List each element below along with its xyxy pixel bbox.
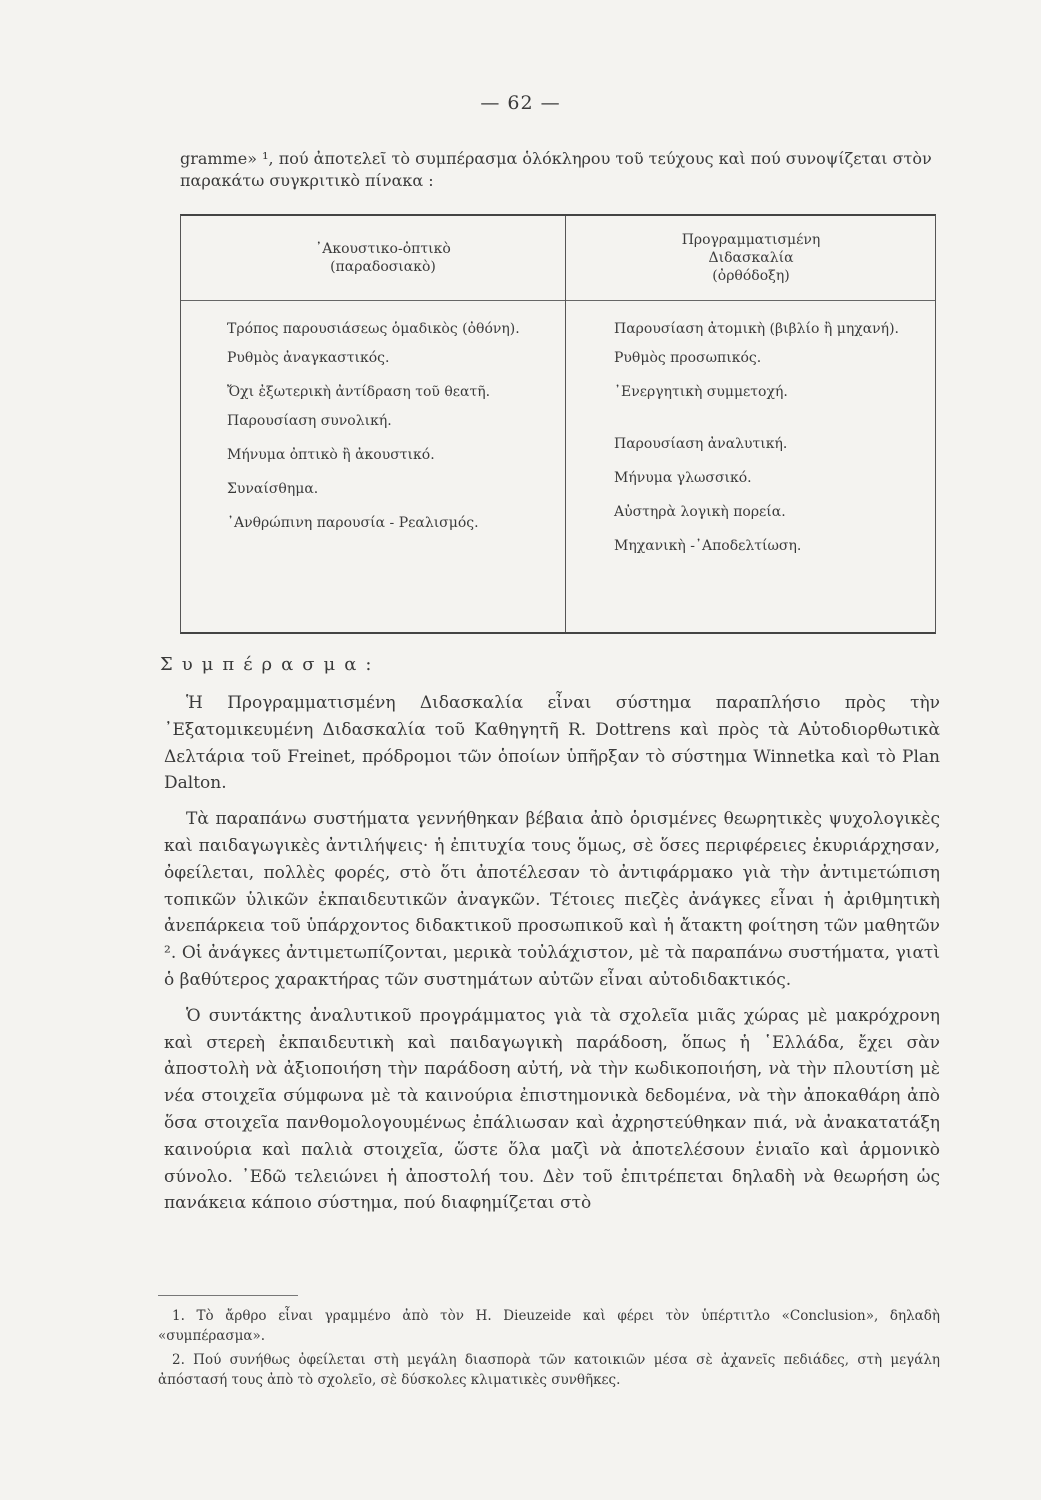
list-item: Συναίσθημα. (227, 481, 319, 497)
list-item: Μήνυμα ὀπτικὸ ἢ ἀκουστικό. (227, 447, 435, 463)
footnote: 1. Τὸ ἄρθρο εἶναι γραμμένο ἀπὸ τὸν H. Dieuzeide καὶ φέρει τὸν ὑπέρτιτλο «Conclusion», δηλαδὴ «συμπέρασμα». (158, 1308, 940, 1344)
footnote-rule (158, 1295, 298, 1296)
paragraph: Τὰ παραπάνω συστήματα γεννήθηκαν βέβαια ἀπὸ ὁρισμένες θεωρητικὲς ψυχολογικὲς καὶ παιδαγωγικὲς ἀντιλήψεις· ἡ ἐπιτυχία τους ὅμως, σὲ ὅσες περιφέρειες ἐκυριάρχησαν, ὀφείλεται, πολλὲς φορές, στὸ ὅτι ἀποτέλεσαν τὸ ἀντιφάρμακο γιὰ τὴν ἀντιμετώπιση τοπικῶν ὑλικῶν ἐκπαιδευτικῶν ἀναγκῶν. Τέτοιες πιεζὲς ἀνάγκες εἶναι ἡ ἀριθμητικὴ ἀνεπάρκεια τοῦ ὑπάρχοντος διδακτικοῦ προσωπικοῦ καὶ ἡ ἄτακτη φοίτηση τῶν μαθητῶν ². Οἱ ἀνάγκες ἀντιμετωπίζονται, μερικὰ τοὐλάχιστον, μὲ τὰ παραπάνω συστήματα, γιατὶ ὁ βαθύτερος χαρακτήρας τῶν συστημάτων αὐτῶν εἶναι αὐτοδιδακτικός. (164, 809, 940, 990)
list-item: ᾿Ενεργητικὴ συμμετοχή. (614, 384, 788, 400)
body-text (164, 690, 940, 1226)
header-line: Διδασκαλία (708, 250, 794, 266)
list-item: Μηχανικὴ -᾿Αποδελτίωση. (614, 538, 802, 554)
intro-paragraph (180, 148, 950, 192)
column-header-programmed (566, 216, 936, 300)
list-item: Μήνυμα γλωσσικό. (614, 470, 752, 486)
list-item: Παρουσίαση συνολική. (227, 413, 392, 429)
list-item: Παρουσίαση ἀναλυτική. (614, 436, 788, 452)
comparison-table (180, 214, 936, 634)
page-number: — 62 — (480, 92, 561, 114)
header-line: (ὀρθόδοξη) (712, 268, 790, 284)
header-line: ᾿Ακουστικο-ὀπτικὸ (315, 241, 451, 257)
list-audiovisual (181, 300, 565, 532)
footnotes (158, 1306, 940, 1394)
list-item: ᾿Ανθρώπινη παρουσία - Ρεαλισμός. (227, 515, 479, 531)
list-item: Παρουσίαση ἀτομικὴ (βιβλίο ἢ μηχανή). (614, 321, 899, 337)
list-item: Τρόπος παρουσιάσεως ὁμαδικὸς (ὀθόνη). (227, 321, 520, 337)
list-item: Αὐστηρὰ λογικὴ πορεία. (614, 504, 786, 520)
column-header-audiovisual (181, 216, 565, 300)
header-line: Προγραμματισμένη (681, 232, 821, 248)
column-audiovisual (181, 216, 565, 632)
list-programmed (566, 300, 936, 555)
list-item: Ὄχι ἐξωτερικὴ ἀντίδραση τοῦ θεατῆ. (227, 384, 491, 400)
footnote: 2. Πού συνήθως ὀφείλεται στὴ μεγάλη διασπορὰ τῶν κατοικιῶν μέσα σὲ ἀχανεῖς πεδιάδες, στὴ μεγάλη ἀπόστασή τους ἀπὸ τὸ σχολεῖο, σὲ δύσκολες κλιματικὲς συνθῆκες. (158, 1352, 940, 1388)
column-programmed (566, 216, 936, 632)
paragraph: Ὁ συντάκτης ἀναλυτικοῦ προγράμματος γιὰ τὰ σχολεῖα μιᾶς χώρας μὲ μακρόχρονη καὶ στερεὴ ἐκπαιδευτικὴ καὶ παιδαγωγικὴ παράδοση, ὅπως ἡ ῾Ελλάδα, ἔχει σὰν ἀποστολὴ νὰ ἀξιοποιήση τὴν παράδοση αὐτή, νὰ τὴν κωδικοποιήση, νὰ τὴν πλουτίση μὲ νέα στοιχεῖα σύμφωνα μὲ τὰ καινούρια ἐπιστημονικὰ δεδομένα, νὰ τὴν ἀποκαθάρη ἀπὸ ὅσα στοιχεῖα πανθομολογουμένως ἐπάλιωσαν καὶ ἀχρηστεύθηκαν πιά, νὰ ἀνακατατάξη καινούρια καὶ παλιὰ στοιχεῖα, ὥστε ὅλα μαζὶ νὰ ἀποτελέσουν ἑνιαῖο καὶ ἁρμονικὸ σύνολο. ᾿Εδῶ τελειώνει ἡ ἀποστολή του. Δὲν τοῦ ἐπιτρέπεται δηλαδὴ νὰ θεωρήση ὡς πανάκεια κάποιο σύστημα, πού διαφημίζεται στὸ (164, 1005, 940, 1214)
intro-text: gramme» ¹, πού ἀποτελεῖ τὸ συμπέρασμα ὁλόκληρου τοῦ τεύχους καὶ πού συνοψίζεται στὸν παρακάτω συγκριτικὸ πίνακα : (180, 149, 932, 190)
paragraph: Ἡ Προγραμματισμένη Διδασκαλία εἶναι σύστημα παραπλήσιο πρὸς τὴν ᾿Εξατομικευμένη Διδασκαλία τοῦ Καθηγητῆ R. Dottrens καὶ πρὸς τὰ Αὐτοδιορθωτικὰ Δελτάρια τοῦ Freinet, πρόδρομοι τῶν ὁποίων ὑπῆρξαν τὸ σύστημα Winnetka καὶ τὸ Plan Dalton. (164, 693, 940, 794)
list-item: Ρυθμὸς ἀναγκαστικός. (227, 350, 390, 366)
list-item: Ρυθμὸς προσωπικός. (614, 350, 762, 366)
conclusion-heading: Συμπέρασμα: (160, 654, 381, 675)
header-line: (παραδοσιακὸ) (330, 259, 436, 275)
